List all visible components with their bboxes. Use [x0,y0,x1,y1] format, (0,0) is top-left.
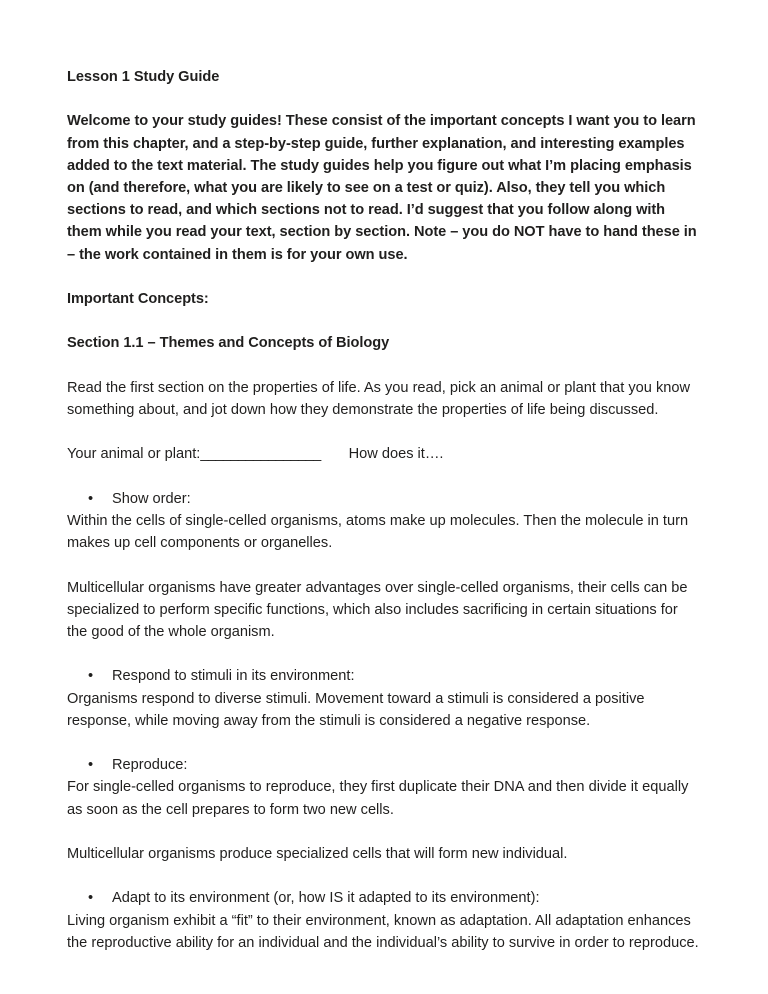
spacer [67,355,701,377]
section-heading: Section 1.1 – Themes and Concepts of Biology [67,335,390,352]
body-paragraph: Organisms respond to diverse stimuli. Movement toward a stimuli is considered a positive response, while moving away from the stimuli is considered a negative response. [67,690,645,729]
body-paragraph: For single-celled organisms to reproduce, they first duplicate their DNA and then divide it equally as soon as the cell prepares to form two new cells. [67,779,689,818]
instruction-paragraph: Read the first section on the properties of life. As you read, pick an animal or plant that you know something about, and jot down how they demonstrate the properties of life being discussed. [67,379,691,418]
spacer [67,821,701,843]
list-item [67,754,701,776]
spacer [67,643,701,665]
list-item-label: Respond to stimuli in its environment: [112,668,355,685]
fill-in-blank[interactable]: ________________ [200,446,321,463]
prompt-trailing: How does it…. [348,446,444,463]
important-concepts-heading: Important Concepts: [67,291,209,307]
list-item [67,488,701,510]
list-item-label: Adapt to its environment (or, how IS it adapted to its environment): [112,890,540,907]
intro-paragraph: Welcome to your study guides! These consist of the important concepts I want you to learn from this chapter, and a step-by-step guide, further explanation, and interesting examples added to the text material. The study guides help you figure out what I’m placing emphasis on (and therefore, what you are likely to see on a test or quiz). Also, they tell you which sections to read, and which sections not to read. I’d suggest that you follow along with them while you read your text, section by section. Note – you do NOT have to hand these in – the work contained in them is for your own use. [67,113,697,263]
prompt-line [67,443,701,465]
bullet-icon: • [88,490,94,507]
spacer [67,554,701,576]
document-title: Lesson 1 Study Guide [67,69,220,85]
list-item [67,665,701,687]
body-paragraph: Living organism exhibit a “fit” to their environment, known as adaptation. All adaptation enhances the reproductive ability for an individual and the individual’s ability to survive in order to reproduce. [67,912,699,951]
spacer [67,732,701,754]
spacer [67,865,701,887]
bullet-icon: • [88,890,94,907]
body-paragraph: Multicellular organisms produce specialized cells that will form new individual. [67,845,568,862]
list-item-label: Reproduce: [112,757,188,774]
spacer [67,466,701,488]
body-paragraph: Multicellular organisms have greater advantages over single-celled organisms, their cells can be specialized to perform specific functions, which also includes sacrificing in certain situations for the good of the whole organism. [67,579,688,640]
spacer [67,88,701,110]
prompt-label: Your animal or plant: [67,446,201,463]
bullet-icon: • [88,668,94,685]
spacer [67,266,701,288]
spacer [67,421,701,443]
spacer [67,310,701,332]
list-item-label: Show order: [112,490,191,507]
document-body [67,66,701,954]
body-paragraph: Within the cells of single-celled organisms, atoms make up molecules. Then the molecule in turn makes up cell components or organelles. [67,512,689,552]
bullet-icon: • [88,757,94,774]
list-item [67,887,701,909]
